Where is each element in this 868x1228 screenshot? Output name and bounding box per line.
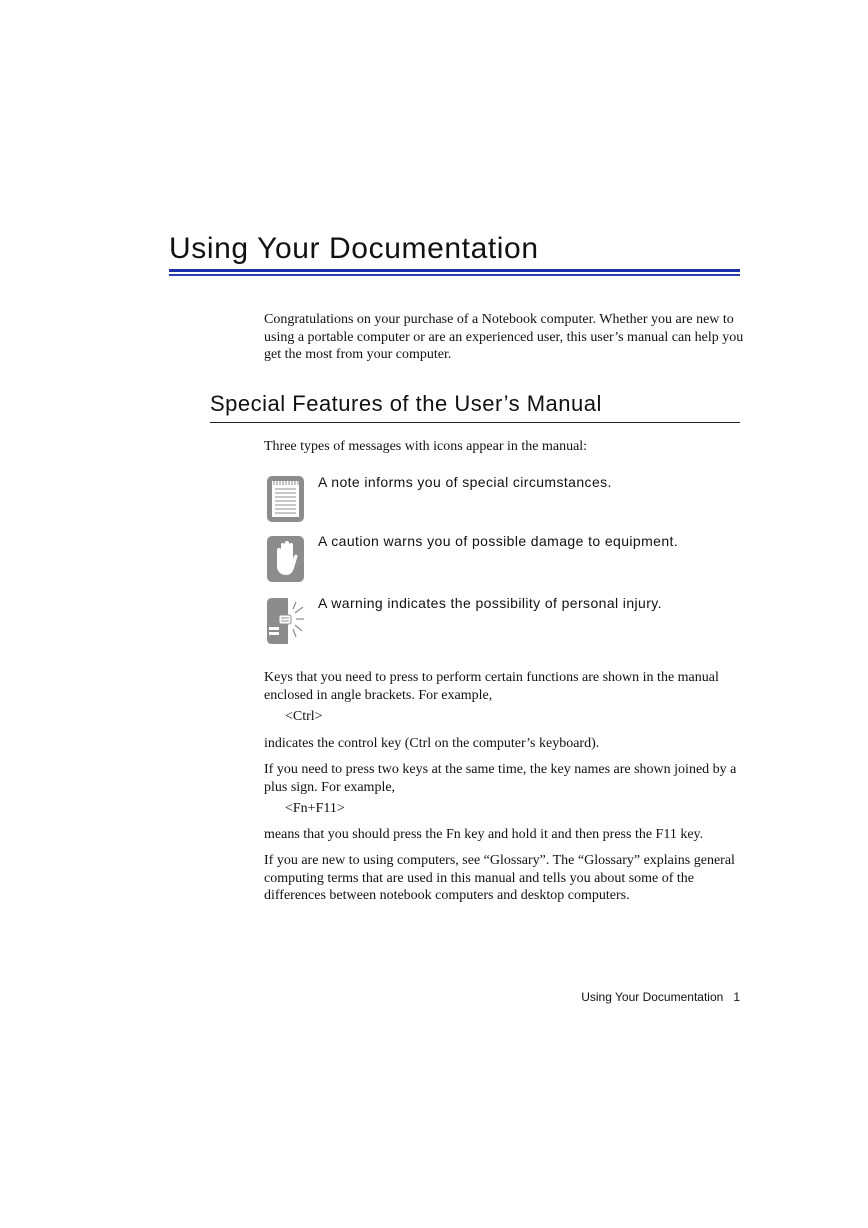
keys-paragraph-1: Keys that you need to press to perform certain functions are shown in the manual enclosed in angle brackets. For example, xyxy=(264,670,719,703)
page-footer xyxy=(581,990,740,1004)
keys-paragraph-5: If you are new to using computers, see “Glossary”. The “Glossary” explains general computing terms that are used in this manual and tells you about some of the differences between notebook computers and desktop computers. xyxy=(264,853,735,903)
keys-paragraph-4: means that you should press the Fn key and hold it and then press the F11 key. xyxy=(264,827,704,842)
footer-label: Using Your Documentation xyxy=(581,990,724,1004)
keys-paragraph-3: If you need to press two keys at the same time, the key names are shown joined by a plus sign. For example, xyxy=(264,762,737,795)
chapter-title: Using Your Documentation xyxy=(169,232,539,265)
title-rule-thick xyxy=(169,269,740,272)
title-rule-thin xyxy=(169,274,740,276)
section-rule xyxy=(210,422,740,423)
warning-message: A warning indicates the possibility of personal injury. xyxy=(318,595,662,611)
intro-paragraph: Congratulations on your purchase of a Notebook computer. Whether you are new to using a portable computer or are an experienced user, this user’s manual can help you get the most from your computer. xyxy=(264,312,744,362)
key-example-ctrl: <Ctrl> xyxy=(285,709,323,724)
caution-message: A caution warns you of possible damage to equipment. xyxy=(318,533,679,549)
page-number: 1 xyxy=(733,990,740,1004)
keys-paragraph-2: indicates the control key (Ctrl on the computer’s keyboard). xyxy=(264,736,600,751)
note-message: A note informs you of special circumstances. xyxy=(318,474,612,490)
key-example-fn-f11: <Fn+F11> xyxy=(285,801,345,816)
messages-lead: Three types of messages with icons appear in the manual: xyxy=(264,439,588,454)
caution-hand-icon xyxy=(266,535,306,583)
section-heading: Special Features of the User’s Manual xyxy=(210,391,602,416)
note-icon xyxy=(266,475,306,523)
warning-shock-icon xyxy=(266,597,306,645)
